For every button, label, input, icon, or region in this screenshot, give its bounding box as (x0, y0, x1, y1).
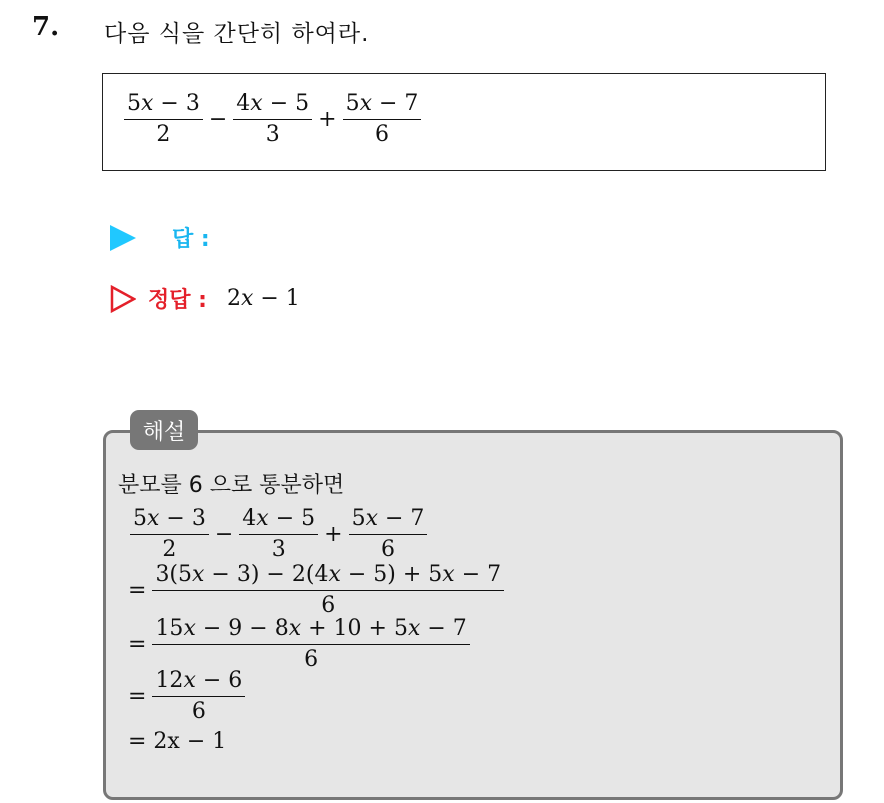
fraction-term2: $\frac{4x - 5}{3}$ (233, 92, 312, 147)
outline-triangle-icon (110, 285, 136, 313)
correct-answer-value: 2x − 1 (226, 286, 300, 311)
question-number: 7. (32, 12, 60, 42)
play-triangle-icon (110, 225, 136, 251)
explanation-step2: = $\frac{3(5x - 3) - 2(4x - 5) + 5x - 7}{6}$ (128, 563, 504, 618)
question-text: 다음 식을 간단히 하여라. (104, 21, 370, 47)
explanation-step4: = $\frac{12x - 6}{6}$ (128, 669, 245, 724)
problem-expression (124, 92, 421, 147)
explanation-step3: = $\frac{15x - 9 - 8x + 10 + 5x - 7}{6}$ (128, 617, 470, 672)
operator-minus: − (208, 107, 228, 133)
answer-label: 답 : (172, 227, 210, 252)
correct-answer-label: 정답 : (148, 288, 207, 313)
correct-answer-row (110, 283, 300, 314)
fraction-term1: $\frac{5x - 3}{2}$ (124, 92, 203, 147)
explanation-step1: $\frac{5x - 3}{2}$ − $\frac{4x - 5}{3}$ + $\frac{5x - 7}{6}$ (130, 507, 427, 562)
explanation-tag: 해설 (130, 410, 198, 450)
explanation-step5: = 2x − 1 (128, 729, 227, 754)
fraction-term3: $\frac{5x - 7}{6}$ (343, 92, 422, 147)
operator-plus: + (318, 107, 337, 133)
answer-row (110, 222, 210, 253)
explanation-intro: 분모를 6 으로 통분하면 (118, 473, 345, 498)
